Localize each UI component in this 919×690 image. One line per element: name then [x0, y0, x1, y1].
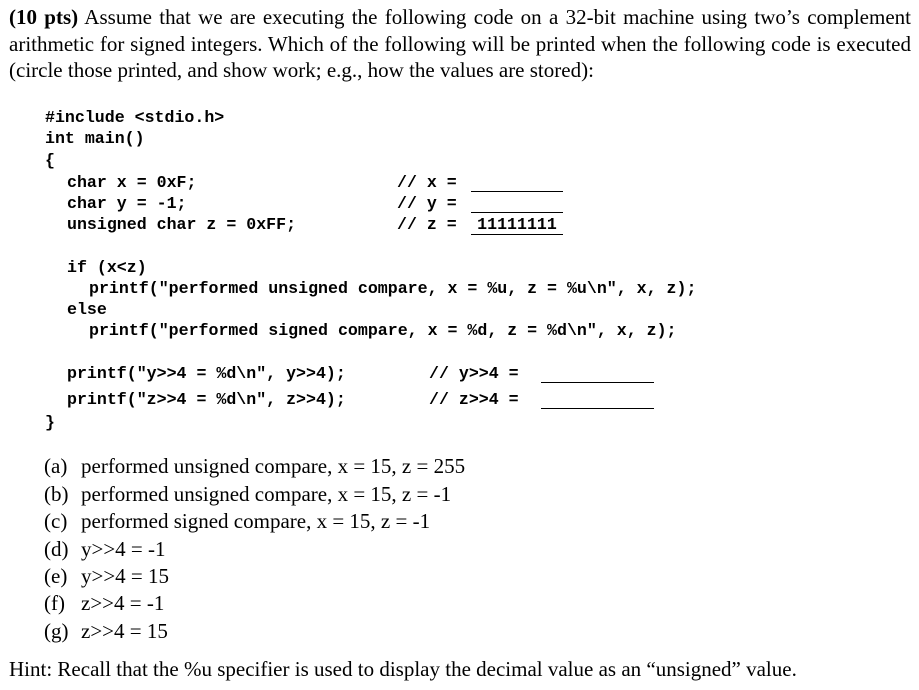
question-text	[9, 4, 911, 84]
answer-blank-y-shift[interactable]	[541, 382, 654, 383]
answer-blank-y[interactable]	[471, 212, 563, 213]
choice-text: performed unsigned compare, x = 15, z = -1	[81, 482, 452, 506]
choice-text: y>>4 = -1	[81, 537, 166, 561]
code-decl-z: unsigned char z = 0xFF;	[67, 215, 297, 234]
choice-label: (c)	[44, 509, 68, 533]
code-if: if (x<z)	[67, 258, 147, 277]
choice-text: performed signed compare, x = 15, z = -1	[81, 509, 431, 533]
choice-b[interactable]	[44, 481, 451, 508]
answer-blank-x[interactable]	[471, 191, 563, 192]
choice-g[interactable]	[44, 618, 168, 645]
choice-d[interactable]	[44, 536, 166, 563]
code-main-decl: int main()	[45, 129, 145, 148]
code-printf-z-shift: printf("z>>4 = %d\n", z>>4);	[67, 390, 346, 409]
comment-x: // x =	[397, 173, 457, 192]
points-label: (10 pts)	[9, 5, 79, 29]
choice-label: (a)	[44, 454, 68, 478]
choice-label: (f)	[44, 591, 65, 615]
choice-c[interactable]	[44, 508, 430, 535]
choice-label: (e)	[44, 564, 68, 588]
code-else: else	[67, 300, 107, 319]
hint-text: Hint: Recall that the %u specifier is used to display the decimal value as an “unsigned” value.	[9, 657, 797, 681]
comment-y: // y =	[397, 194, 457, 213]
choice-text: z>>4 = 15	[81, 619, 168, 643]
choice-text: performed unsigned compare, x = 15, z = 255	[81, 454, 466, 478]
code-close-brace: }	[45, 413, 55, 432]
code-decl-x: char x = 0xF;	[67, 173, 197, 192]
choice-label: (g)	[44, 619, 69, 643]
choice-label: (d)	[44, 537, 69, 561]
comment-z: // z =	[397, 215, 457, 234]
code-printf-signed: printf("performed signed compare, x = %d, z = %d\n", x, z);	[89, 321, 677, 340]
choice-text: y>>4 = 15	[81, 564, 170, 588]
choice-label: (b)	[44, 482, 69, 506]
comment-y-shift: // y>>4 =	[429, 364, 519, 383]
code-printf-y-shift: printf("y>>4 = %d\n", y>>4);	[67, 364, 346, 383]
question-body: Assume that we are executing the following code on a 32-bit machine using two’s complement arithmetic for signed integers. Which of the following will be printed when the following code is executed (circle those printed, and show work; e.g., how the values are stored):	[9, 5, 911, 82]
answer-filled-z[interactable]: 11111111	[471, 215, 563, 235]
choice-f[interactable]	[44, 590, 164, 617]
code-decl-y: char y = -1;	[67, 194, 187, 213]
choice-a[interactable]	[44, 453, 465, 480]
comment-z-shift: // z>>4 =	[429, 390, 519, 409]
code-open-brace: {	[45, 151, 55, 170]
choice-text: z>>4 = -1	[81, 591, 165, 615]
choice-e[interactable]	[44, 563, 169, 590]
code-printf-unsigned: printf("performed unsigned compare, x = %u, z = %u\n", x, z);	[89, 279, 697, 298]
code-include: #include <stdio.h>	[45, 108, 225, 127]
answer-blank-z-shift[interactable]	[541, 408, 654, 409]
